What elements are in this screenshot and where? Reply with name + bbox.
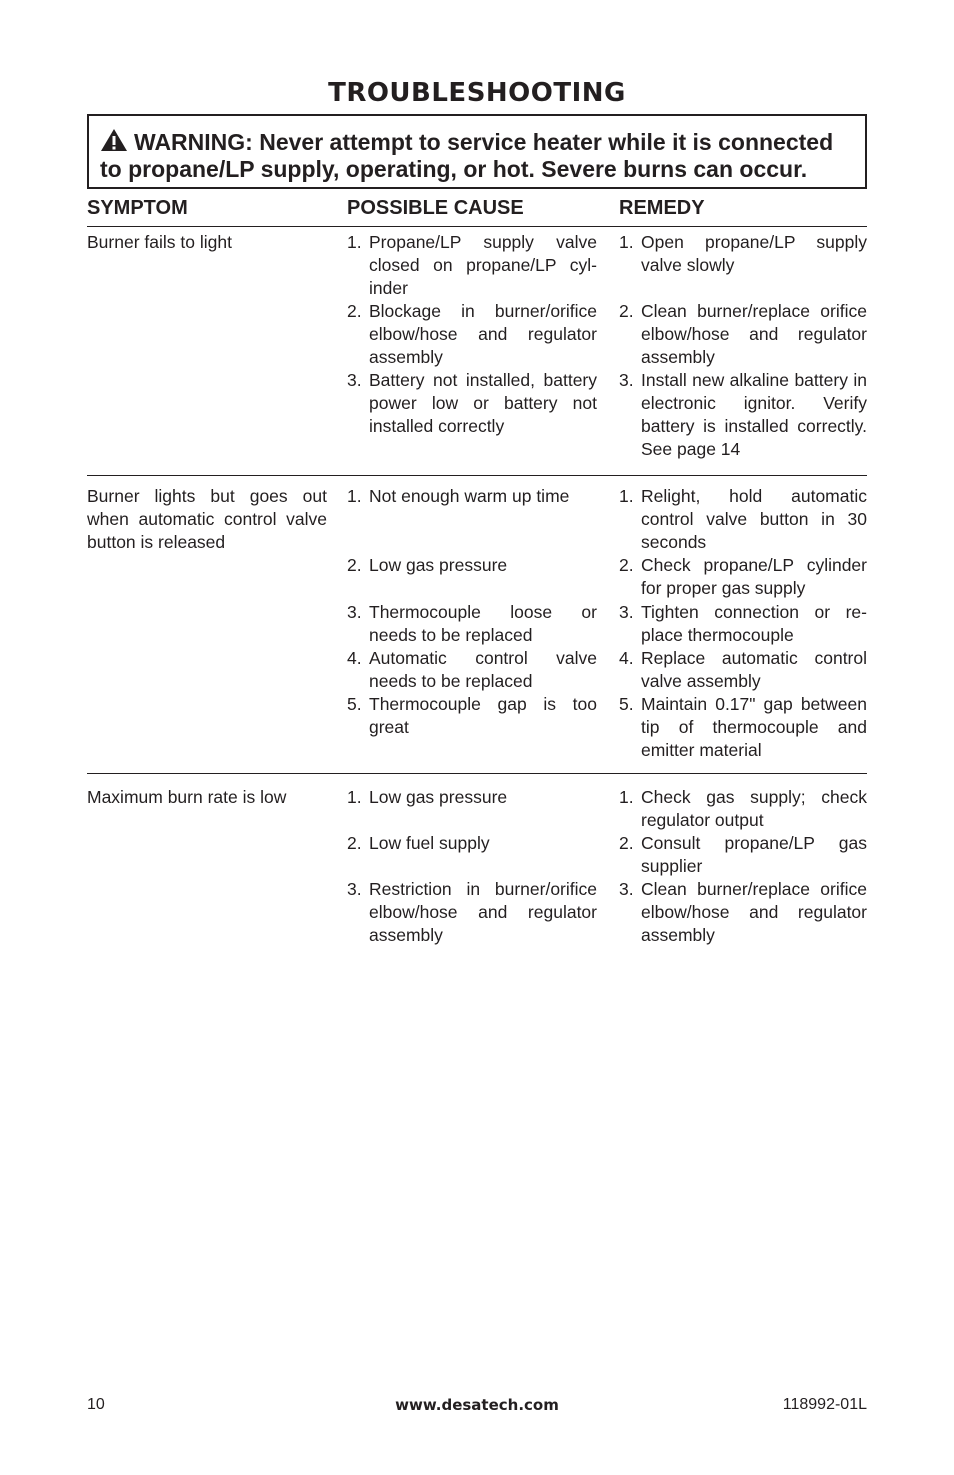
remedy-item [619, 832, 867, 878]
warning-triangle-icon [100, 128, 128, 152]
remedy-item [619, 300, 867, 369]
symptom-cell: Burner lights but goes out when automatic control valve button is released [87, 486, 327, 552]
item-text: Automatic control valve needs to be replaced [369, 648, 597, 691]
remedy-item [619, 369, 867, 461]
warning-line-2: to propane/LP supply, operating, or hot. Severe burns can occur. [100, 156, 808, 182]
header-symptom: SYMPTOM [87, 197, 188, 219]
item-text: Check gas supply; check regulator output [641, 787, 867, 830]
item-number: 5. [619, 694, 634, 714]
item-text: Thermocouple gap is too great [369, 694, 597, 737]
item-number: 2. [619, 555, 634, 575]
item-text: Consult propane/LP gas supplier [641, 833, 867, 876]
item-text: Low gas pressure [369, 787, 508, 807]
remedy-item [619, 786, 867, 832]
remedy-item [619, 601, 867, 647]
cause-item [347, 369, 597, 438]
symptom-cell: Maximum burn rate is low [87, 787, 287, 807]
item-text: Battery not installed, battery power low or battery not installed correctly [369, 370, 597, 436]
warning-box [87, 114, 867, 189]
item-text: Propane/LP supply valve closed on propane/LP cyl-inder [369, 232, 597, 298]
remedy-item [619, 554, 867, 600]
row-divider [87, 475, 867, 476]
page-number: 10 [87, 1396, 105, 1413]
item-number: 2. [347, 301, 362, 321]
cause-item [347, 231, 597, 300]
item-number: 2. [347, 833, 362, 853]
remedy-item [619, 878, 867, 947]
item-text: Check propane/LP cylinder for proper gas supply [641, 555, 867, 598]
warning-text [100, 128, 870, 183]
symptom-cell: Burner fails to light [87, 232, 232, 252]
document-code: 118992-01L [782, 1396, 867, 1413]
cause-item [347, 554, 597, 577]
item-number: 1. [347, 787, 362, 807]
item-number: 3. [619, 879, 634, 899]
item-text: Not enough warm up time [369, 486, 570, 506]
item-number: 3. [347, 602, 362, 622]
item-text: Install new alkaline battery in electronic ignitor. Verify battery is installed correctly. See page 14 [641, 370, 867, 459]
cause-item [347, 485, 597, 508]
item-text: Clean burner/replace orifice elbow/hose and regulator assembly [641, 879, 867, 945]
item-text: Restriction in burner/orifice elbow/hose and regulator assembly [369, 879, 597, 945]
item-number: 2. [619, 301, 634, 321]
item-number: 2. [347, 555, 362, 575]
item-text: Relight, hold automatic control valve button in 30 seconds [641, 486, 867, 552]
item-number: 1. [619, 232, 634, 252]
warning-line-1: WARNING: Never attempt to service heater while it is connected [134, 129, 834, 155]
item-text: Open propane/LP supply valve slowly [641, 232, 867, 275]
item-text: Low gas pressure [369, 555, 508, 575]
item-number: 1. [619, 787, 634, 807]
item-number: 1. [347, 486, 362, 506]
remedy-item [619, 693, 867, 762]
cause-item [347, 786, 597, 809]
cause-item [347, 832, 597, 855]
item-text: Maintain 0.17" gap between tip of thermocouple and emitter material [641, 694, 867, 760]
item-text: Blockage in burner/orifice elbow/hose and regulator assembly [369, 301, 597, 367]
item-number: 1. [347, 232, 362, 252]
item-number: 4. [347, 648, 362, 668]
item-number: 1. [619, 486, 634, 506]
item-number: 5. [347, 694, 362, 714]
remedy-item [619, 485, 867, 554]
item-text: Replace automatic control valve assembly [641, 648, 867, 691]
item-number: 3. [347, 370, 362, 390]
item-number: 3. [619, 370, 634, 390]
header-cause: POSSIBLE CAUSE [347, 197, 524, 219]
item-number: 2. [619, 833, 634, 853]
item-number: 3. [619, 602, 634, 622]
footer-url-text: www.desatech.com [395, 1396, 559, 1414]
cause-item [347, 647, 597, 693]
page-title: TROUBLESHOOTING [328, 78, 626, 108]
item-number: 3. [347, 879, 362, 899]
row-divider [87, 773, 867, 774]
item-number: 4. [619, 648, 634, 668]
item-text: Clean burner/replace orifice elbow/hose and regulator assembly [641, 301, 867, 367]
header-rule [87, 226, 867, 227]
cause-item [347, 693, 597, 739]
item-text: Tighten connection or re-place thermocouple [641, 602, 867, 645]
cause-item [347, 300, 597, 369]
item-text: Low fuel supply [369, 833, 490, 853]
header-remedy: REMEDY [619, 197, 705, 219]
cause-item [347, 601, 597, 647]
remedy-item [619, 231, 867, 277]
item-text: Thermocouple loose or needs to be replaced [369, 602, 597, 645]
cause-item [347, 878, 597, 947]
remedy-item [619, 647, 867, 693]
